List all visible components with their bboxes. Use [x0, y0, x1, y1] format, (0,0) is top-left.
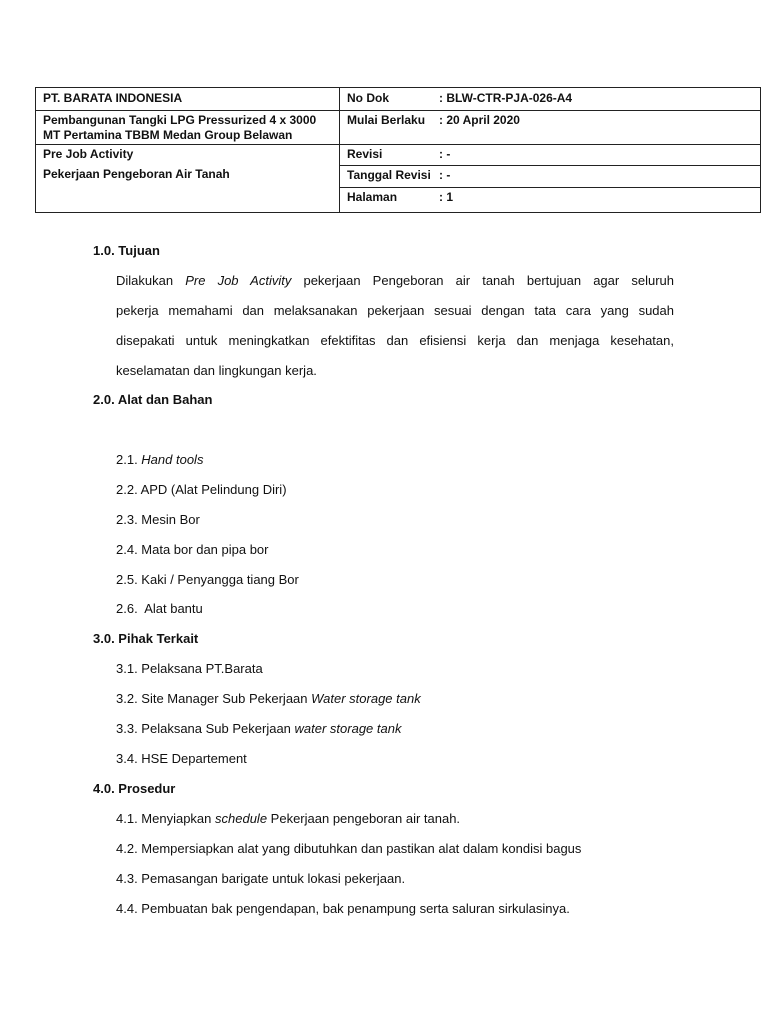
field-label: Mulai Berlaku [347, 113, 426, 127]
list-item: 2.1. Hand tools [116, 452, 204, 467]
section-heading-pihak: 3.0. Pihak Terkait [93, 631, 199, 646]
list-item: 4.3. Pemasangan barigate untuk lokasi pekerjaan. [116, 871, 406, 886]
text-run: pekerjaan Pengeboran air tanah bertujuan agar seluruh [291, 273, 674, 288]
field-label: Halaman [347, 190, 398, 204]
list-item: 3.3. Pelaksana Sub Pekerjaan water storage tank [116, 721, 402, 736]
text-run: Dilakukan [116, 273, 186, 288]
divider [36, 144, 339, 145]
list-item: 4.2. Mempersiapkan alat yang dibutuhkan dan pastikan alat dalam kondisi bagus [116, 841, 582, 856]
paragraph-line: keselamatan dan lingkungan kerja. [116, 363, 317, 378]
header-left-column [36, 88, 340, 212]
company-name: PT. BARATA INDONESIA [43, 91, 183, 105]
divider [340, 110, 760, 111]
section-heading-prosedur: 4.0. Prosedur [93, 781, 176, 796]
project-title [43, 113, 333, 143]
list-item: 3.2. Site Manager Sub Pekerjaan Water storage tank [116, 691, 421, 706]
divider [340, 187, 760, 188]
list-item: 2.6. Alat bantu [116, 601, 203, 616]
paragraph-line [116, 266, 674, 296]
list-item: 2.4. Mata bor dan pipa bor [116, 542, 269, 557]
document-header-table [35, 87, 761, 213]
paragraph-line: disepakati untuk meningkatkan efektifitas dan efisiensi kerja dan menjaga kesehatan, [116, 333, 674, 348]
field-label: Revisi [347, 147, 383, 161]
emphasis-text: Pre Job Activity [185, 273, 292, 288]
section-heading-alat: 2.0. Alat dan Bahan [93, 392, 213, 407]
list-item: 3.4. HSE Departement [116, 751, 247, 766]
list-item: 2.5. Kaki / Penyangga tiang Bor [116, 572, 299, 587]
field-value: : - [439, 168, 451, 182]
list-item: 2.2. APD (Alat Pelindung Diri) [116, 482, 287, 497]
list-item: 4.1. Menyiapkan schedule Pekerjaan pengeboran air tanah. [116, 811, 461, 826]
tujuan-paragraph [116, 266, 674, 386]
list-item: 4.4. Pembuatan bak pengendapan, bak penampung serta saluran sirkulasinya. [116, 901, 570, 916]
divider [340, 165, 760, 166]
activity-subtitle: Pekerjaan Pengeboran Air Tanah [43, 167, 230, 181]
field-value: : BLW-CTR-PJA-026-A4 [439, 91, 573, 105]
field-label: No Dok [347, 91, 389, 105]
section-heading-tujuan: 1.0. Tujuan [93, 243, 160, 258]
field-value: : - [439, 147, 451, 161]
divider [340, 144, 760, 145]
field-label: Tanggal Revisi [347, 168, 431, 182]
field-value: : 20 April 2020 [439, 113, 520, 127]
paragraph-line: pekerja memahami dan melaksanakan pekerjaan sesuai dengan tata cara yang sudah [116, 303, 674, 318]
header-right-column [340, 88, 760, 212]
list-item: 3.1. Pelaksana PT.Barata [116, 661, 263, 676]
divider [36, 110, 339, 111]
project-title-line-2: MT Pertamina TBBM Medan Group Belawan [43, 128, 293, 142]
project-title-line-1: Pembangunan Tangki LPG Pressurized 4 x 3000 [43, 113, 317, 127]
field-value: : 1 [439, 190, 454, 204]
activity-title: Pre Job Activity [43, 147, 134, 161]
list-item: 2.3. Mesin Bor [116, 512, 200, 527]
